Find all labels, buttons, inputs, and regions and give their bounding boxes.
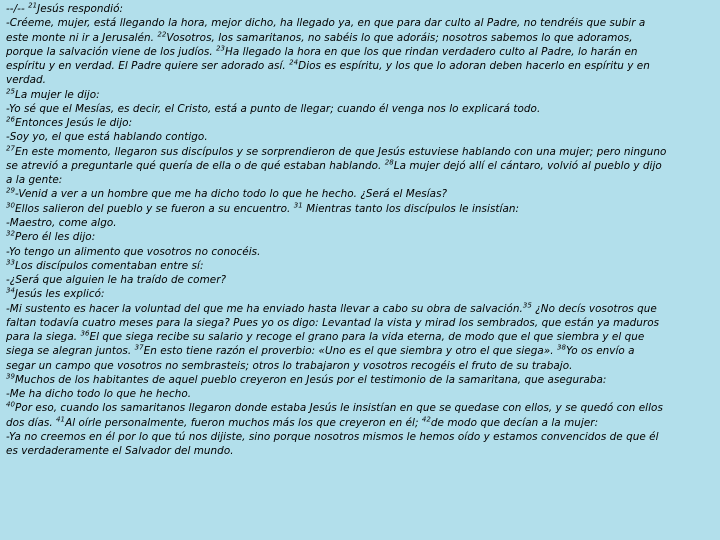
- passage-text: Por eso, cuando los samaritanos llegaron donde estaba Jesús le insistían en que se quedase con ellos, y se quedó con ellos: [15, 402, 663, 415]
- passage-text: dos días.: [6, 416, 57, 429]
- passage-text: para la siega.: [6, 331, 81, 344]
- verse-number: 30: [6, 201, 16, 210]
- verse-number: 41: [56, 415, 66, 424]
- verse-number: 31: [293, 201, 303, 210]
- verse-number: 39: [6, 372, 16, 381]
- passage-text: segar un campo que vosotros no sembrasteis; otros lo trabajaron y vosotros recogéis el fruto de su trabajo.: [6, 359, 573, 372]
- passage-text: -Ya no creemos en él por lo que tú nos dijiste, sino porque nosotros mismos le hemos oído y estamos convencidos de que él: [6, 430, 659, 443]
- passage-text: a la gente:: [6, 174, 63, 187]
- passage-text: Yo os envío a: [565, 345, 635, 358]
- passage-text: Dios es espíritu, y los que lo adoran deben hacerlo en espíritu y en: [298, 60, 650, 73]
- verse-number: 25: [6, 87, 16, 96]
- verse-number: 34: [6, 286, 16, 295]
- verse-number: 24: [289, 58, 299, 67]
- verse-number: 32: [6, 229, 16, 238]
- verse-number: 40: [6, 400, 16, 409]
- verse-number: 37: [134, 343, 144, 352]
- passage-text: Al oírle personalmente, fueron muchos más los que creyeron en él;: [65, 416, 422, 429]
- passage-text: Jesús les explicó:: [15, 288, 105, 301]
- passage-text: La mujer le dijo:: [15, 88, 100, 101]
- passage-text: Jesús respondió:: [37, 3, 124, 15]
- verse-number: 28: [384, 158, 394, 167]
- passage-text: El que siega recibe su salario y recoge el grano para la vida eterna, de modo que el que siembra y el que: [89, 331, 645, 344]
- verse-number: 23: [216, 44, 226, 53]
- passage-text: -Me ha dicho todo lo que he hecho.: [6, 388, 192, 401]
- passage-text: faltan todavía cuatro meses para la siega? Pues yo os digo: Levantad la vista y mirad los sembrados, que están ya maduros: [6, 316, 660, 329]
- passage-text: de modo que decían a la mujer:: [430, 416, 599, 429]
- passage-text: En este momento, llegaron sus discípulos y se sorprendieron de que Jesús estuviese hablando con una mujer; pero ninguno: [15, 145, 667, 158]
- passage-text: se atrevió a preguntarle qué quería de ella o de qué estaban hablando.: [6, 159, 385, 172]
- verse-number: 36: [80, 329, 90, 338]
- passage-text: -Venid a ver a un hombre que me ha dicho todo lo que he hecho. ¿Será el Mesías?: [15, 188, 448, 201]
- passage-text: Ellos salieron del pueblo y se fueron a su encuentro.: [15, 202, 294, 215]
- verse-number: 29: [6, 186, 16, 195]
- passage-text: Ha llegado la hora en que los que rindan verdadero culto al Padre, lo harán en: [225, 45, 638, 58]
- passage-text: En esto tiene razón el proverbio: «Uno es el que siembra y otro el que siega».: [143, 345, 557, 358]
- verse-number: 27: [6, 144, 16, 153]
- passage-text: Mientras tanto los discípulos le insistían:: [302, 202, 520, 215]
- passage-text: -Yo sé que el Mesías, es decir, el Cristo, está a punto de llegar; cuando él venga nos lo explicará todo.: [6, 102, 541, 115]
- passage-text: -Soy yo, el que está hablando contigo.: [6, 131, 208, 144]
- passage-text: porque la salvación viene de los judíos.: [6, 45, 217, 58]
- passage-text: siega se alegran juntos.: [6, 345, 135, 358]
- passage-text: -Mi sustento es hacer la voluntad del que me ha enviado hasta llevar a cabo su obra de salvación.: [6, 302, 523, 315]
- verse-number: 33: [6, 258, 16, 267]
- passage-text: -Créeme, mujer, está llegando la hora, mejor dicho, ha llegado ya, en que para dar culto al Padre, no tendréis que subir a: [6, 17, 646, 30]
- verse-number: 35: [522, 301, 532, 310]
- passage-text: Los discípulos comentaban entre sí:: [15, 259, 204, 272]
- verse-number: 38: [556, 343, 566, 352]
- passage-text: --/--: [6, 3, 29, 15]
- slide: [6, 2, 688, 538]
- verse-number: 22: [157, 30, 167, 39]
- passage-text: -Maestro, come algo.: [6, 216, 117, 229]
- passage-text: Pero él les dijo:: [15, 231, 96, 244]
- passage-text: ¿No decís vosotros que: [531, 302, 657, 315]
- verse-number: 42: [421, 415, 431, 424]
- verse-number: 26: [6, 115, 16, 124]
- passage-text: verdad.: [6, 74, 47, 87]
- scripture-passage: [6, 2, 688, 459]
- passage-text: este monte ni ir a Jerusalén.: [6, 31, 158, 44]
- passage-text: Entonces Jesús le dijo:: [15, 117, 133, 130]
- passage-text: Muchos de los habitantes de aquel pueblo creyeron en Jesús por el testimonio de la samaritana, que aseguraba:: [15, 373, 607, 386]
- passage-text: -¿Será que alguien le ha traído de comer?: [6, 274, 227, 287]
- passage-text: Vosotros, los samaritanos, no sabéis lo que adoráis; nosotros sabemos lo que adoramos,: [166, 31, 633, 44]
- passage-text: es verdaderamente el Salvador del mundo.: [6, 445, 234, 458]
- verse-number: 21: [28, 2, 38, 10]
- passage-text: -Yo tengo un alimento que vosotros no conocéis.: [6, 245, 261, 258]
- passage-text: espíritu y en verdad. El Padre quiere ser adorado así.: [6, 60, 290, 73]
- passage-text: La mujer dejó allí el cántaro, volvió al pueblo y dijo: [393, 159, 662, 172]
